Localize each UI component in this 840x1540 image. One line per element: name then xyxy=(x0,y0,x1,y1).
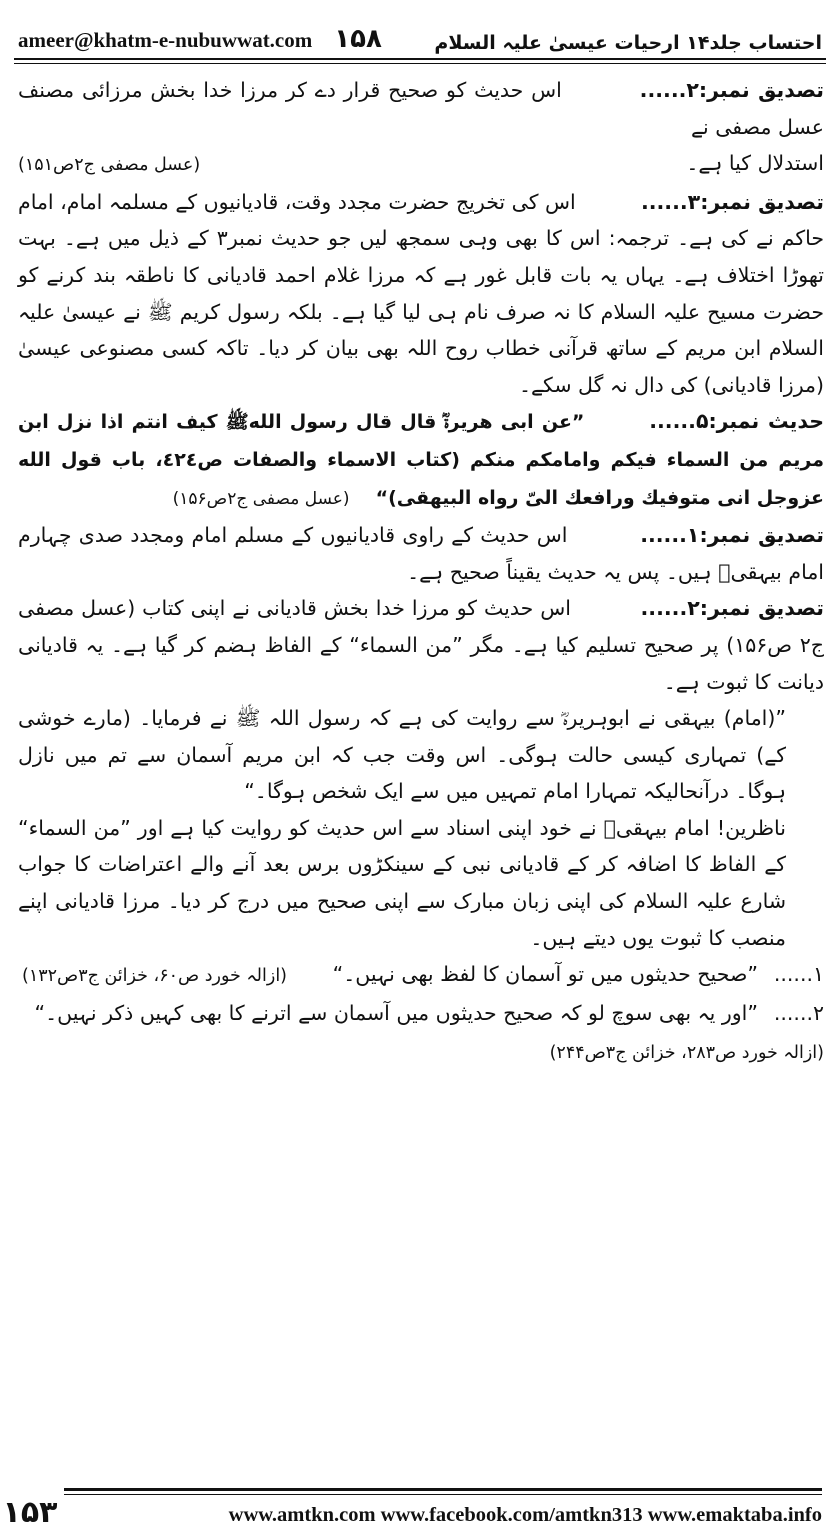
paragraph-translation: ”(امام) بیہقی نے ابوہریرہؓ سے روایت کی ہے کہ رسول اللہ ﷺ نے فرمایا۔ (مارے خوشی کے) تمہاری کیسی حالت ہوگی۔ اس وقت جب کہ ابن مریم آسمان سے تم میں نازل ہوگا۔ درآنحالیکہ تمہارا امام تمہیں میں سے ایک شخص ہوگا۔“ xyxy=(18,706,786,804)
paragraph-hadith-5 xyxy=(18,403,824,517)
paragraph-tasdeeq-2-line2 xyxy=(18,145,824,184)
list-item-number: ۱...... xyxy=(773,962,824,987)
footer-rule xyxy=(64,1488,822,1491)
header-left xyxy=(18,24,382,54)
paragraph-text: اس حدیث کو مرزا خدا بخش قادیانی نے اپنی کتاب (عسل مصفی ج۲ ص۱۵۶) پر صحیح تسلیم کیا ہے۔ مگر ”من السماء“ کے الفاظ ہضم کر گیا ہے۔ یہ قادیانی دیانت کا ثبوت ہے۔ xyxy=(18,596,824,694)
paragraph-text: اس حدیث کو صحیح قرار دے کر مرزا خدا بخش مرزائی مصنف عسل مصفی نے xyxy=(18,78,824,139)
list-item-text: ”اور یہ بھی سوچ لو کہ صحیح حدیثوں میں آسمان سے اترنے کا بھی کہیں ذکر نہیں۔“ xyxy=(34,1000,758,1025)
list-item-source: (ازالہ خورد ص۶۰، خزائن ج۳ص۱۳۲) xyxy=(22,966,288,987)
paragraph-label: تصدیق نمبر:۳...... xyxy=(640,189,824,214)
header-title: احتساب جلد۱۴ ارحیات عیسیٰ علیہ السلام xyxy=(434,32,822,54)
paragraph-tasdeeq-3 xyxy=(18,184,824,404)
footer-links: www.amtkn.com www.facebook.com/amtkn313 www.emaktaba.info xyxy=(228,1504,822,1526)
paragraph-tasdeeq-1 xyxy=(18,517,824,590)
header-page-number: ۱۵۸ xyxy=(334,24,382,54)
page-footer xyxy=(0,1484,840,1540)
reference: (عسل مصفی ج۲ص۱۵۶) xyxy=(172,488,350,509)
paragraph-text: استدلال کیا ہے۔ xyxy=(686,151,824,176)
header-email: ameer@khatm-e-nubuwwat.com xyxy=(18,28,313,52)
footer-page-number: ۱۵۳ xyxy=(2,1494,58,1530)
header-rule-thin xyxy=(14,63,826,64)
paragraph-tasdeeq-2b xyxy=(18,590,824,700)
paragraph-label: حدیث نمبر:۵...... xyxy=(649,409,824,434)
list-item xyxy=(18,956,824,995)
list-item xyxy=(18,995,824,1032)
paragraph-tasdeeq-2 xyxy=(18,72,824,145)
reference: (عسل مصفی ج۲ص۱۵۱) xyxy=(18,155,201,176)
list-item-text: ”صحیح حدیثوں میں تو آسمان کا لفظ بھی نہیں۔“ xyxy=(332,962,758,987)
page-header xyxy=(18,10,822,54)
arabic-hadith-text: ”عن ابی هریرةؓ قال قال رسول اللهﷺ کیف انتم اذا نزل ابن مریم من السماء فیکم وامامکم منکم (کتاب الاسماء والصفات ص٤٢٤، باب قول الله عزوجل انی متوفیك ورافعك الیّ رواه البیهقی)“ xyxy=(18,411,824,509)
paragraph-text: اس کی تخریج حضرت مجدد وقت، قادیانیوں کے مسلمہ امام، امام حاکم نے کی ہے۔ ترجمہ: اس کا بھی وہی سمجھ لیں جو حدیث نمبر۳ کے ذیل میں ہے۔ بہت تھوڑا اختلاف ہے۔ یہاں یہ بات قابل غور ہے کہ مرزا غلام احمد قادیانی کا ناطقہ بند کرنے کو حضرت مسیح علیہ السلام کا نہ صرف نام ہی لیا گیا ہے۔ بلکہ رسول کریم ﷺ نے عیسیٰ علیہ السلام ابن مریم کے ساتھ قرآنی خطاب روح اللہ بھی بیان کر دیا۔ تاکہ کسی مصنوعی عیسیٰ (مرزا قادیانی) کی دال نہ گل سکے۔ xyxy=(18,189,824,397)
paragraph-label: تصدیق نمبر:۲...... xyxy=(639,78,824,102)
paragraph-label: تصدیق نمبر:۲...... xyxy=(640,596,824,621)
paragraph-commentary: ناظرین! امام بیہقیؒ نے خود اپنی اسناد سے اس حدیث کو روایت کیا ہے اور ”من السماء“ کے الفاظ کا اضافہ کر کے قادیانی نبی کے سینکڑوں برس بعد آنے والے اعتراضات کا جواب شارع علیہ السلام کی اپنی زبان مبارک سے اپنی صحیح میں درج کر دیا۔ مرزا قادیانی اپنے منصب کا ثبوت یوں دیتے ہیں۔ xyxy=(18,815,786,950)
paragraph-text: اس حدیث کے راوی قادیانیوں کے مسلم امام ومجدد صدی چہارم امام بیہقیؒ ہیں۔ پس یہ حدیث یقیناً صحیح ہے۔ xyxy=(18,523,824,584)
page-body xyxy=(18,72,824,1442)
final-reference: (ازالہ خورد ص۲۸۳، خزائن ج۳ص۲۴۴) xyxy=(549,1043,824,1064)
header-rule xyxy=(14,58,826,60)
paragraph-label: تصدیق نمبر:۱...... xyxy=(640,523,825,548)
footer-rule-thin xyxy=(64,1494,822,1495)
list-item-number: ۲...... xyxy=(773,1000,824,1025)
